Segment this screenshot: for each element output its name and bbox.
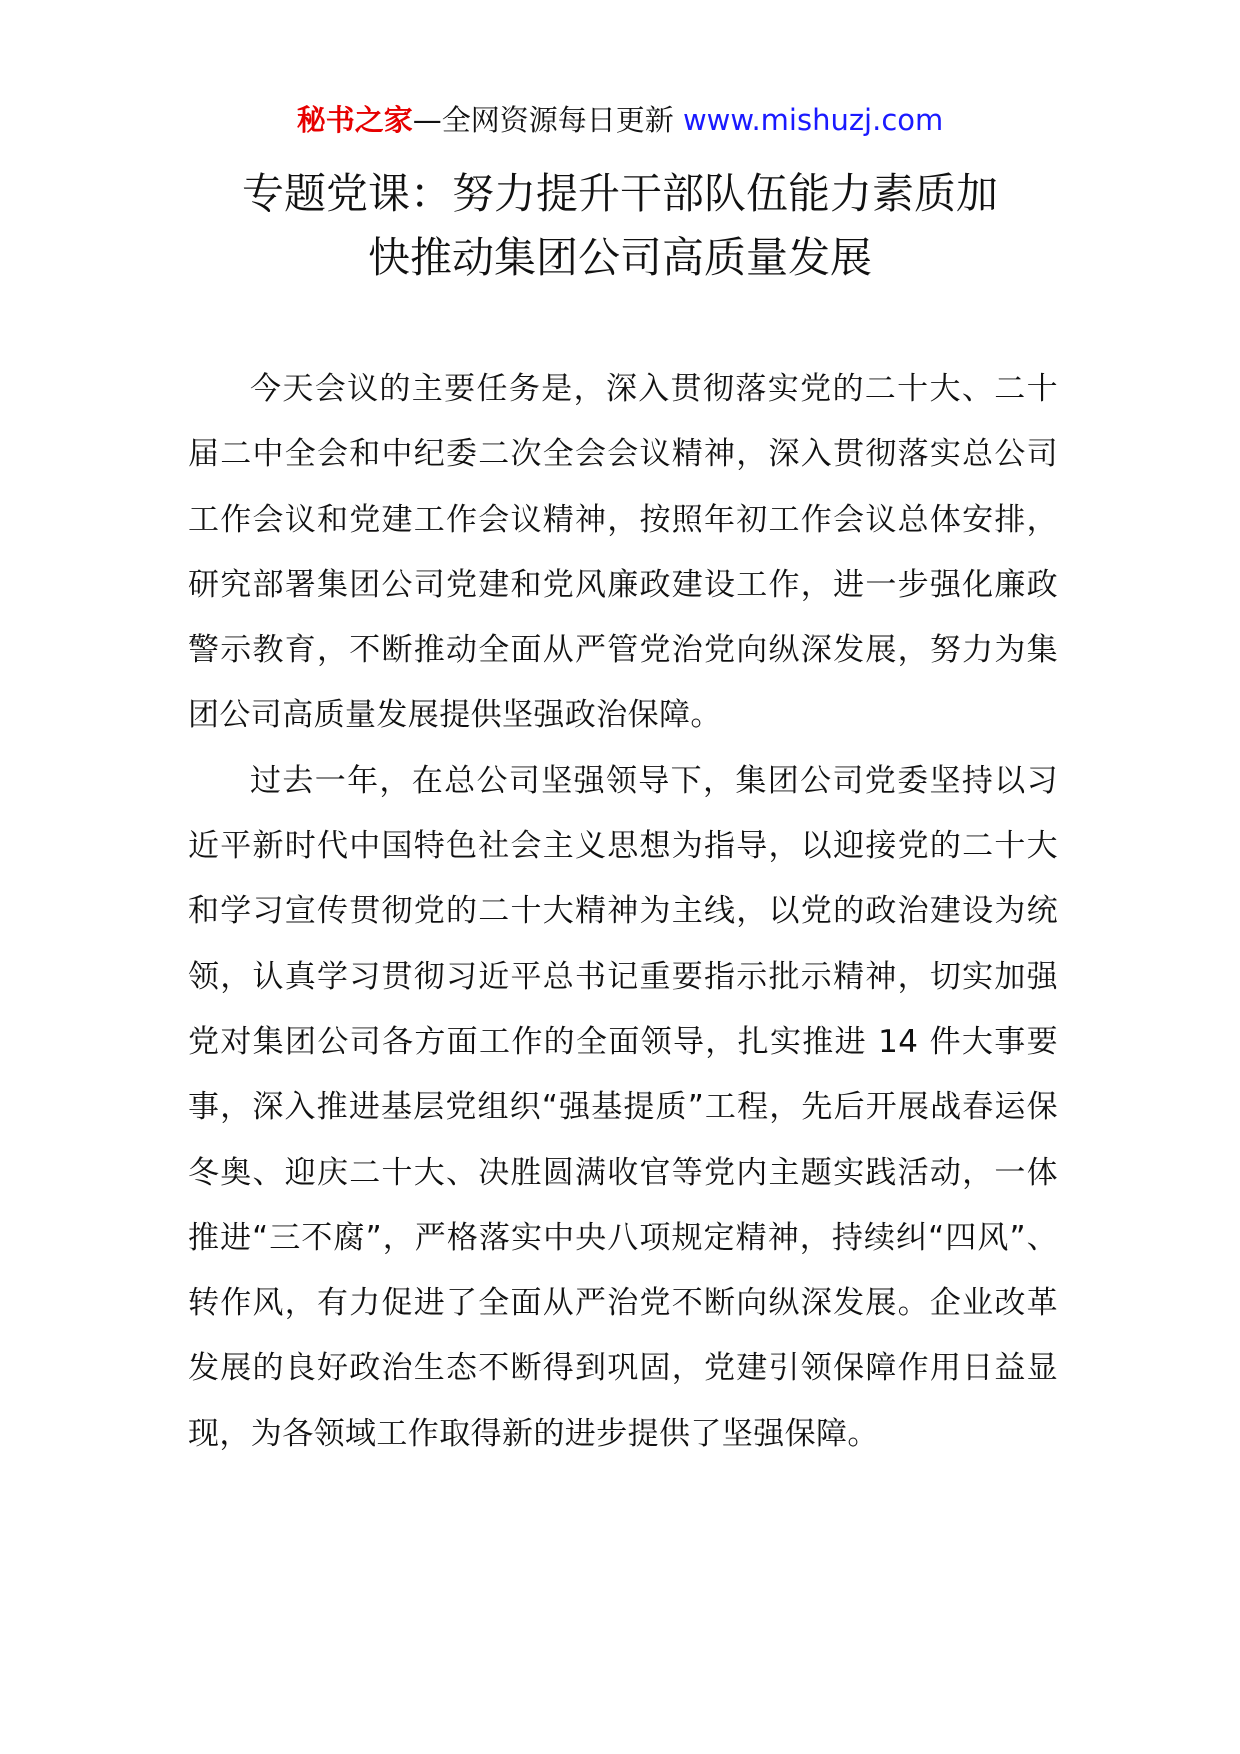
site-header xyxy=(0,100,1240,140)
document-body xyxy=(188,357,1058,1467)
paragraph-2: 过去一年，在总公司坚强领导下，集团公司党委坚持以习近平新时代中国特色社会主义思想为指导，以迎接党的二十大和学习宣传贯彻党的二十大精神为主线，以党的政治建设为统领，认真学习贯彻习近平总书记重要指示批示精神，切实加强党对集团公司各方面工作的全面领导，扎实推进 14 件大事要事，深入推进基层党组织“强基提质”工程，先后开展战春运保冬奥、迎庆二十大、决胜圆满收官等党内主题实践活动，一体推进“三不腐”，严格落实中央八项规定精神，持续纠“四风”、转作风，有力促进了全面从严治党不断向纵深发展。企业改革发展的良好政治生态不断得到巩固，党建引领保障作用日益显现，为各领域工作取得新的进步提供了坚强保障。 xyxy=(188,762,1058,1452)
brand-name: 秘书之家 xyxy=(296,103,413,137)
paragraph-1: 今天会议的主要任务是，深入贯彻落实党的二十大、二十届二中全会和中纪委二次全会会议精神，深入贯彻落实总公司工作会议和党建工作会议精神，按照年初工作会议总体安排，研究部署集团公司党建和党风廉政建设工作，进一步强化廉政警示教育，不断推动全面从严管党治党向纵深发展，努力为集团公司高质量发展提供坚强政治保障。 xyxy=(188,371,1058,734)
title-line-2: 快推动集团公司高质量发展 xyxy=(367,233,872,282)
header-tagline: —全网资源每日更新 xyxy=(412,103,674,137)
site-url-link[interactable]: www.mishuzj.com xyxy=(682,103,944,137)
title-line-1: 专题党课：努力提升干部队伍能力素质加 xyxy=(241,169,998,218)
document-title xyxy=(150,162,1090,290)
